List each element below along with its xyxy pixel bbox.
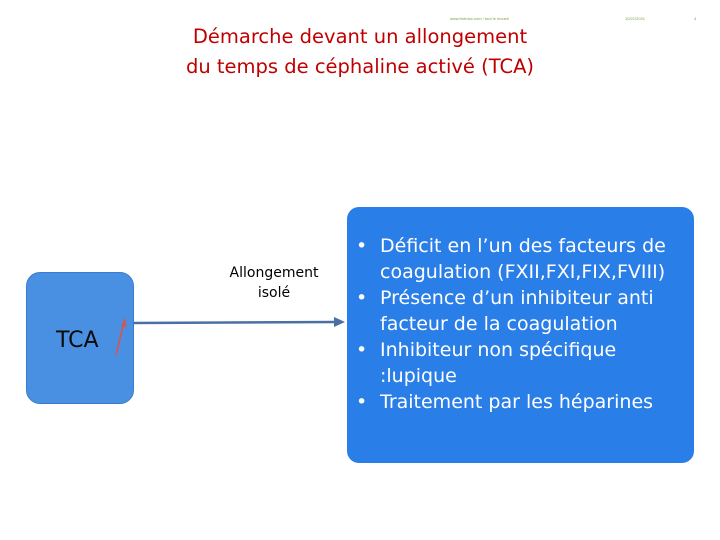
header-date: 10/21/2021 <box>625 16 646 21</box>
causes-list <box>354 233 694 415</box>
bullet-dot: • <box>356 391 368 413</box>
bullet-1-line-2: coagulation (FXII,FXI,FIX,FVIII) <box>380 261 666 283</box>
header-source: www.fmtrdoc.com / tout le recueil <box>450 16 509 21</box>
list-item <box>354 337 694 389</box>
bullet-dot: • <box>356 287 368 309</box>
right-arrow-icon <box>134 317 345 327</box>
bullet-dot: • <box>356 235 368 257</box>
bullet-1-line-1: Déficit en l’un des facteurs de <box>380 235 666 257</box>
bullet-4-line-1: Traitement par les héparines <box>380 391 654 413</box>
isolated-line-2: isolé <box>257 285 291 301</box>
list-item <box>354 389 694 415</box>
list-item <box>354 285 694 337</box>
tca-label: TCA <box>56 328 99 353</box>
title-line-2: du temps de céphaline activé (TCA) <box>185 55 535 78</box>
bullet-3-line-2: :lupique <box>380 365 457 387</box>
bullet-2-line-2: facteur de la coagulation <box>380 313 618 335</box>
isolated-prolongation-label <box>212 263 336 303</box>
up-arrow-icon <box>116 317 127 355</box>
header-page-number: 4 <box>694 16 697 21</box>
list-item <box>354 233 694 285</box>
bullet-3-line-1: Inhibiteur non spécifique <box>380 339 617 361</box>
isolated-line-1: Allongement <box>229 265 319 281</box>
title-line-1: Démarche devant un allongement <box>192 25 528 48</box>
bullet-dot: • <box>356 339 368 361</box>
bullet-2-line-1: Présence d’un inhibiteur anti <box>380 287 654 309</box>
